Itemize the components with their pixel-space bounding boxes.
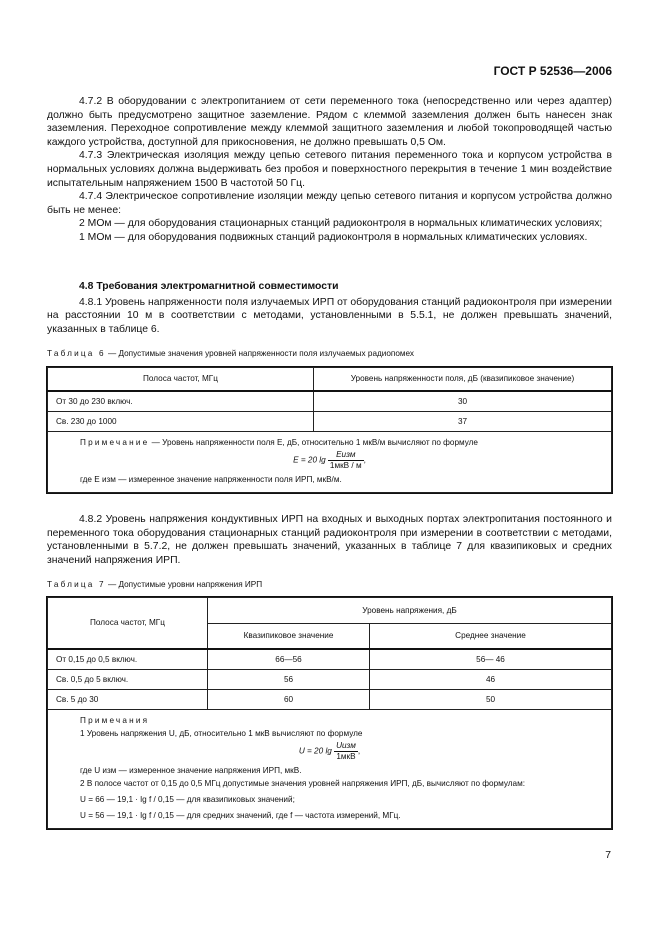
table-6 [47, 367, 612, 493]
table6-caption: Таблица 6 — Допустимые значения уровней напряженности поля излучаемых радиопомех [47, 349, 414, 358]
paragraph-4-8-2-block [47, 513, 612, 567]
table7-header-qp: Квазипиковое значение [208, 624, 370, 649]
table7-header-freq: Полоса частот, МГц [48, 598, 208, 649]
paragraph-2-mohm: 2 МОм — для оборудования стационарных станций радиоконтроля в нормальных климатических условиях; [79, 218, 603, 230]
paragraph-4-8-2: 4.8.2 Уровень напряжения кондуктивных ИРП на входных и выходных портах электропитания постоянного и переменного тока оборудования стационарных станций радиоконтроля при измерении в соответствии с методами, установленными в 5.7.2, не должен превышать значений, указанных в таблице 7 для квазипиковых и средних значений напряжения ИРП. [47, 514, 612, 566]
table6-header-level: Уровень напряженности поля, дБ (квазипиковое значение) [314, 368, 612, 391]
paragraph-4-7-2: 4.7.2 В оборудовании с электропитанием от сети переменного тока (непосредственно или через адаптер) должно быть предусмотрено защитное заземление. Рядом с клеммой заземления должен быть нанесен знак заземления. Переходное сопротивление между клеммой защитного заземления и любой токопроводящей частью каждого устройства, доступной для прикосновения, не должно превышать 0,5 Ом. [47, 96, 612, 148]
table6-note: Примечание — Уровень напряженности поля E, дБ, относительно 1 мкВ/м вычисляют по формуле E = 20 lg $\frac{\text{Eизм}}{\text{1мкВ / м}}$ , где E изм — измеренное значение напряженности поля ИРП, мкВ/м. [48, 431, 612, 492]
section-4-7-text [47, 95, 612, 245]
table7-notes: Примечания 1 Уровень напряжения U, дБ, относительно 1 мкВ вычисляют по формуле U = 20 lg $\frac{\text{Uизм}}{\text{1мкВ}}$ , где U изм — измеренное значение напряжения ИРП, мкВ. 2 В полосе частот от 0,15 до 0,5 МГц допустимые значения уровней напряжения ИРП, дБ, вычисляют по формулам: U = 66 — 19,1 · lg f / 0,15 — для квазипиковых значений; U = 56 — 19,1 · lg f / 0,15 — для средних значений, где f — частота измерений, МГц. [48, 709, 612, 828]
table7-caption: Таблица 7 — Допустимые уровни напряжения ИРП [47, 580, 263, 589]
table-row: Св. 5 до 30 60 50 [48, 689, 612, 709]
table-row: Св. 0,5 до 5 включ. 56 46 [48, 669, 612, 689]
table6-formula: E = 20 lg $\frac{\text{Eизм}}{\text{1мкВ / м}}$ , [293, 449, 366, 470]
table-7 [47, 597, 612, 829]
paragraph-4-7-4: 4.7.4 Электрическое сопротивление изоляции между цепью сетевого питания и корпусом устройства должно быть не менее: [47, 191, 612, 216]
page-number: 7 [605, 850, 611, 861]
paragraph-1-mohm: 1 МОм — для оборудования подвижных станций радиоконтроля в нормальных климатических условиях. [79, 231, 588, 243]
paragraph-4-8-1: 4.8.1 Уровень напряженности поля излучаемых ИРП от оборудования станций радиоконтроля при измерении на расстоянии 10 м в соответствии с методами, установленными в 5.5.1, не должен превышать значений, указанных в таблице 6. [47, 296, 612, 335]
table-row: От 30 до 230 включ. 30 [48, 391, 612, 412]
paragraph-4-7-3: 4.7.3 Электрическая изоляция между цепью сетевого питания переменного тока и корпусом устройства в нормальных условиях должна выдерживать без пробоя и поверхностного перекрытия в течение 1 мин воздействие испытательным напряжением 1500 В частотой 50 Гц. [47, 150, 612, 189]
table-row: От 0,15 до 0,5 включ. 66—56 56— 46 [48, 649, 612, 670]
table7-formula: U = 20 lg $\frac{\text{Uизм}}{\text{1мкВ}}$ , [298, 740, 361, 761]
table6-header-freq: Полоса частот, МГц [48, 368, 314, 391]
table-row: Св. 230 до 1000 37 [48, 411, 612, 431]
document-header: ГОСТ Р 52536—2006 [493, 64, 612, 78]
section-heading-4-8: 4.8 Требования электромагнитной совместимости [79, 281, 339, 292]
section-4-8 [47, 280, 612, 336]
table7-header-avg: Среднее значение [370, 624, 612, 649]
table7-header-level: Уровень напряжения, дБ [208, 598, 612, 624]
